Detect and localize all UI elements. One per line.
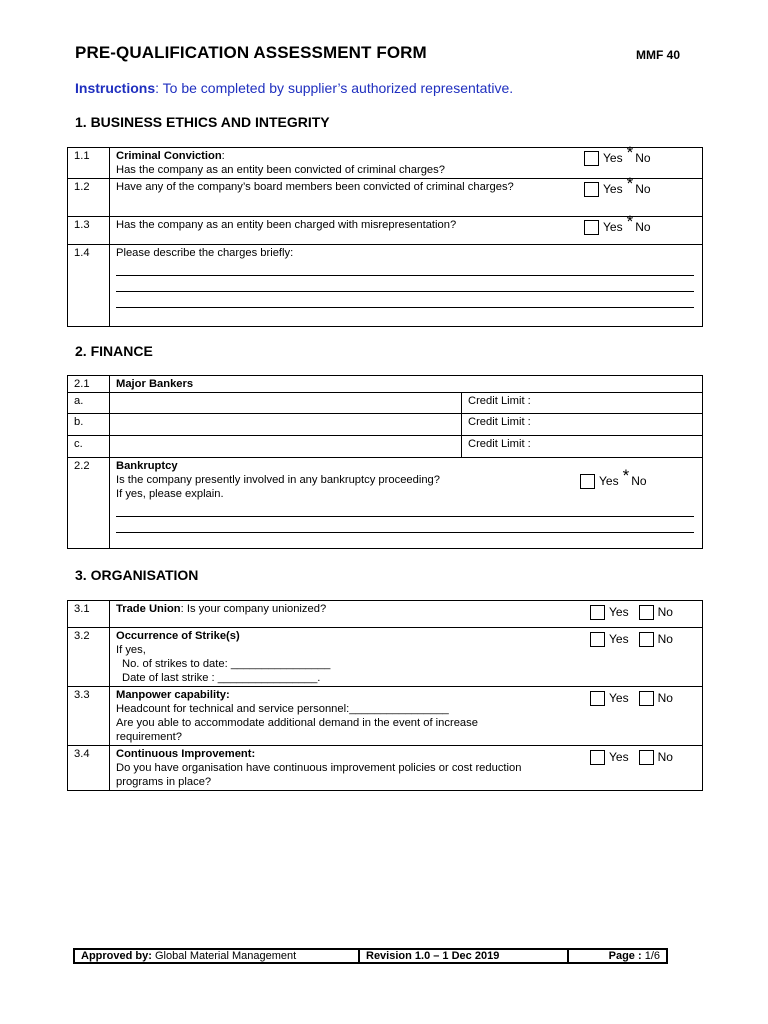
yes-checkbox[interactable] — [590, 750, 605, 765]
no-marked-star: * — [626, 212, 634, 231]
question-text: Has the company as an entity been convicted of criminal charges? — [116, 164, 445, 176]
section-3-heading: 3. ORGANISATION — [75, 567, 199, 583]
headcount-field[interactable]: Headcount for technical and service personnel:________________ — [116, 703, 449, 715]
credit-limit-cell[interactable]: Credit Limit : — [462, 414, 703, 436]
approved-value: Global Material Management — [151, 950, 297, 962]
question-text: Do you have organisation have continuous improvement policies or cost reduction programs in place? — [116, 762, 522, 788]
answer-line[interactable] — [116, 501, 694, 517]
table-row — [68, 458, 703, 549]
table-row — [68, 393, 703, 414]
table-row — [68, 436, 703, 458]
yes-no-option — [590, 605, 673, 620]
credit-limit-cell[interactable]: Credit Limit : — [462, 436, 703, 458]
question-label: Trade Union — [116, 603, 181, 615]
page-value: 1/6 — [641, 950, 660, 962]
question-text-2: If yes, please explain. — [116, 488, 224, 500]
form-title: PRE-QUALIFICATION ASSESSMENT FORM — [75, 43, 427, 62]
instructions-text: : To be completed by supplier’s authorized representative. — [155, 80, 514, 96]
row-number: b. — [68, 414, 110, 436]
no-marked-star: * — [626, 143, 634, 162]
row-number: 1.4 — [68, 245, 110, 327]
footer-page — [569, 950, 666, 962]
yes-label: Yes — [609, 605, 629, 619]
no-marked-star: * — [622, 466, 630, 485]
yes-label: Yes — [599, 474, 619, 488]
table-row — [68, 746, 703, 791]
no-label: No — [635, 151, 651, 165]
question-label: Continuous Improvement: — [116, 748, 256, 760]
yes-label: Yes — [603, 220, 623, 234]
question-text: Please describe the charges briefly: — [116, 247, 294, 259]
table-row — [68, 148, 703, 179]
yes-label: Yes — [609, 691, 629, 705]
yes-label: Yes — [603, 182, 623, 196]
banker-name-cell[interactable] — [110, 436, 462, 458]
label-colon: : — [221, 150, 225, 162]
strike-count-field[interactable]: No. of strikes to date: ________________ — [122, 658, 331, 670]
yes-checkbox[interactable] — [584, 220, 599, 235]
row-number: 1.3 — [68, 217, 110, 245]
yes-label: Yes — [609, 632, 629, 646]
answer-line[interactable] — [116, 292, 694, 308]
table-row — [68, 217, 703, 245]
no-label: No — [657, 750, 673, 764]
question-cell — [110, 687, 703, 746]
footer-bar — [73, 948, 668, 964]
table-row — [68, 601, 703, 628]
yes-checkbox[interactable] — [590, 691, 605, 706]
label-colon: : — [180, 603, 184, 615]
yes-checkbox[interactable] — [590, 632, 605, 647]
question-label: Occurrence of Strike(s) — [116, 630, 240, 642]
row-number: 3.3 — [68, 687, 110, 746]
question-cell — [110, 601, 703, 628]
row-number: 1.2 — [68, 179, 110, 217]
banker-name-cell[interactable] — [110, 414, 462, 436]
question-label: Bankruptcy — [116, 460, 178, 472]
row-number: a. — [68, 393, 110, 414]
section-1-heading: 1. BUSINESS ETHICS AND INTEGRITY — [75, 114, 330, 130]
question-cell — [110, 628, 703, 687]
yes-checkbox[interactable] — [584, 182, 599, 197]
yes-label: Yes — [609, 750, 629, 764]
yes-no-option — [584, 143, 651, 166]
table-row — [68, 414, 703, 436]
row-number: 3.2 — [68, 628, 110, 687]
instructions-label: Instructions — [75, 80, 156, 96]
row-number: c. — [68, 436, 110, 458]
banker-name-cell[interactable] — [110, 393, 462, 414]
question-cell — [110, 212, 703, 245]
question-text: Have any of the company’s board members been convicted of criminal charges? — [116, 181, 514, 193]
question-text: Are you able to accommodate additional demand in the event of increase requirement? — [116, 717, 478, 743]
yes-no-option — [590, 632, 673, 647]
table-row — [68, 245, 703, 327]
row-number: 3.1 — [68, 601, 110, 628]
no-checkbox[interactable] — [639, 691, 654, 706]
credit-limit-cell[interactable]: Credit Limit : — [462, 393, 703, 414]
table-row — [68, 687, 703, 746]
approved-label: Approved by: — [81, 950, 152, 962]
yes-checkbox[interactable] — [584, 151, 599, 166]
question-cell — [110, 143, 703, 179]
question-text: If yes, — [116, 644, 146, 656]
no-label: No — [635, 220, 651, 234]
yes-no-option — [590, 750, 673, 765]
yes-no-option — [584, 212, 651, 235]
form-code: MMF 40 — [636, 48, 681, 62]
question-cell — [110, 458, 703, 549]
section-1-table — [67, 143, 703, 327]
yes-no-option — [584, 174, 651, 197]
section-2-table — [67, 375, 703, 549]
table-row — [68, 376, 703, 393]
question-label: Major Bankers — [116, 378, 194, 390]
no-label: No — [657, 632, 673, 646]
question-label: Manpower capability: — [116, 689, 230, 701]
row-number: 1.1 — [68, 148, 110, 179]
table-row — [68, 179, 703, 217]
no-checkbox[interactable] — [639, 750, 654, 765]
last-strike-date-field[interactable]: Date of last strike : ________________. — [122, 672, 321, 684]
question-label: Criminal Conviction — [116, 150, 222, 162]
yes-checkbox[interactable] — [590, 605, 605, 620]
yes-no-option — [580, 466, 647, 489]
footer-approved — [75, 950, 360, 962]
no-label: No — [635, 182, 651, 196]
question-text: Is your company unionized? — [183, 603, 327, 615]
yes-checkbox[interactable] — [580, 474, 595, 489]
yes-label: Yes — [603, 151, 623, 165]
question-text: Has the company as an entity been charged with misrepresentation? — [116, 219, 457, 231]
section-3-table — [67, 600, 703, 791]
question-cell — [110, 174, 703, 217]
row-number: 2.2 — [68, 458, 110, 549]
no-marked-star: * — [626, 174, 634, 193]
no-checkbox[interactable] — [639, 632, 654, 647]
row-number: 3.4 — [68, 746, 110, 791]
no-label: No — [657, 691, 673, 705]
page-label: Page : — [608, 950, 642, 962]
answer-line[interactable] — [116, 260, 694, 276]
yes-no-option — [590, 691, 673, 706]
no-label: No — [631, 474, 647, 488]
question-cell — [110, 376, 703, 393]
row-number: 2.1 — [68, 376, 110, 393]
table-row — [68, 628, 703, 687]
section-2-heading: 2. FINANCE — [75, 343, 153, 359]
question-cell — [110, 245, 703, 327]
no-checkbox[interactable] — [639, 605, 654, 620]
question-cell — [110, 746, 703, 791]
answer-line[interactable] — [116, 517, 694, 533]
question-text: Is the company presently involved in any bankruptcy proceeding? — [116, 474, 441, 486]
instructions — [75, 80, 513, 96]
footer-revision: Revision 1.0 – 1 Dec 2019 — [360, 950, 569, 962]
no-label: No — [657, 605, 673, 619]
answer-line[interactable] — [116, 276, 694, 292]
